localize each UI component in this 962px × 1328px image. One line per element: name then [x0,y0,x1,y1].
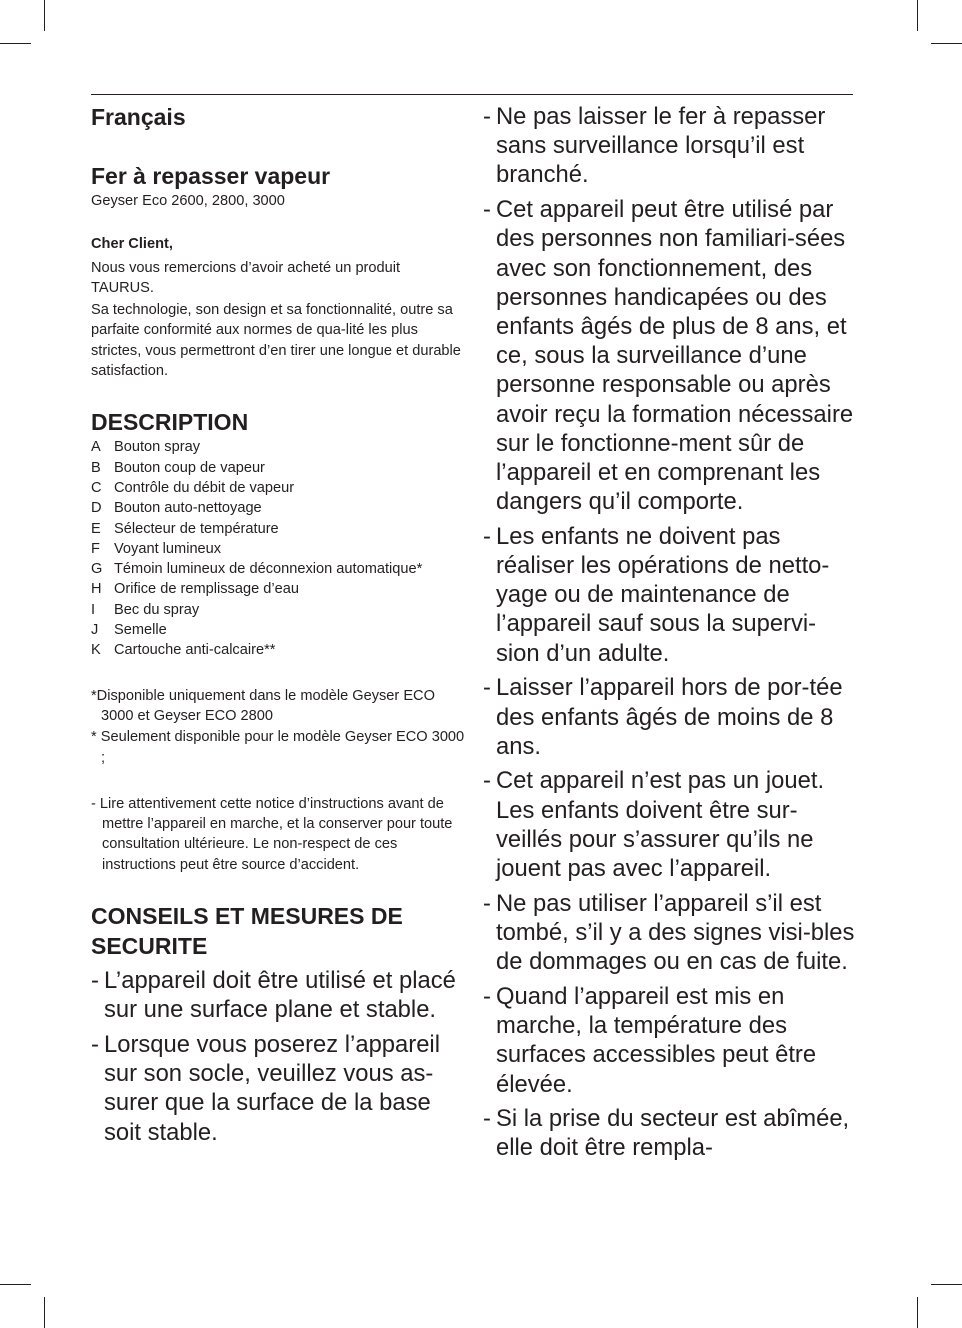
safety-list-left [91,966,466,1147]
crop-mark [0,1284,31,1285]
part-label: Bouton spray [114,439,200,456]
list-item [91,559,466,579]
safety-text: Cet appareil n’est pas un jouet. Les enfants doivent être sur-veillés pour s’assurer qu’ils ne jouent pas avec l’appareil. [496,767,825,883]
dash-marker: - [483,1105,491,1133]
intro-paragraph: Sa technologie, son design et sa fonctionnalité, outre sa parfaite conformité aux normes de qua-lité les plus strictes, vous permettront d’en tirer une longue et durable satisfaction. [91,302,461,380]
safety-text: Laisser l’appareil hors de por-tée des enfants âgés de moins de 8 ans. [496,674,843,760]
crop-mark [931,1284,962,1285]
crop-mark [917,1297,918,1328]
part-label: Contrôle du débit de vapeur [114,479,295,496]
safety-heading: CONSEILS ET MESURES DE SECURITE [91,903,403,960]
list-item [483,766,858,883]
list-item [91,600,466,620]
list-item [91,539,466,559]
dash-marker: - [483,196,491,224]
list-item [483,673,858,761]
part-letter: H [91,581,102,598]
part-label: Orifice de remplissage d’eau [114,581,299,598]
part-label: Témoin lumineux de déconnexion automatique* [114,561,423,578]
parts-list [91,437,466,660]
crop-mark [917,0,918,31]
read-instructions-note: - Lire attentivement cette notice d’instructions avant de mettre l’appareil en marche, et la conserver pour toute consultation ultérieure. Le non-respect de ces instructions peut être source d’accident. [91,795,453,873]
crop-mark [44,0,45,31]
part-letter: J [91,622,99,639]
safety-text: L’appareil doit être utilisé et placé sur une surface plane et stable. [104,967,456,1024]
dash-marker: - [483,889,491,917]
part-label: Sélecteur de température [114,520,279,537]
list-item [91,498,466,518]
list-item [483,102,858,190]
list-item [91,437,466,457]
list-item [91,519,466,539]
part-label: Semelle [114,622,167,639]
crop-mark [931,43,962,44]
dash-marker: - [483,522,491,550]
dash-marker: - [483,103,491,130]
product-title: Fer à repasser vapeur [91,163,331,189]
part-letter: A [91,439,101,456]
list-item [91,640,466,660]
part-letter: C [91,479,102,496]
part-letter: G [91,561,103,578]
list-item [91,1030,466,1147]
safety-text: Quand l’appareil est mis en marche, la température des surfaces accessibles peut être élevée. [496,982,817,1098]
part-letter: I [91,601,96,618]
list-item [483,195,858,516]
dash-marker: - [483,982,491,1010]
list-item [483,982,858,1099]
part-letter: E [91,520,101,537]
list-item [483,1104,858,1162]
dash-marker: - [483,674,491,702]
greeting: Cher Client, [91,236,173,253]
crop-mark [0,43,31,44]
right-column [483,102,858,1168]
footnotes [91,686,466,768]
dash-marker: - [91,1030,99,1058]
language-label: Français [91,104,186,130]
crop-mark [44,1297,45,1328]
list-item [91,478,466,498]
list-item [483,522,858,668]
safety-text: Ne pas laisser le fer à repasser sans surveillance lorsqu’il est branché. [496,103,826,189]
list-item [91,966,466,1024]
safety-text: Lorsque vous poserez l’appareil sur son socle, veuillez vous as-surer que la surface de la base soit stable. [104,1030,441,1146]
model-list: Geyser Eco 2600, 2800, 3000 [91,193,285,209]
part-letter: K [91,642,101,659]
part-label: Voyant lumineux [114,540,222,557]
list-item [91,579,466,599]
footnote: * Seulement disponible pour le modèle Geyser ECO 3000 ; [91,729,465,766]
part-label: Bouton coup de vapeur [114,459,265,476]
safety-text: Ne pas utiliser l’appareil s’il est tombé, s’il y a des signes visi-bles de dommages ou en cas de fuite. [496,889,855,976]
safety-text: Les enfants ne doivent pas réaliser les opérations de netto-yage ou de maintenance de l’appareil sauf sous la supervi-sion d’un adulte. [496,522,830,667]
safety-text: Cet appareil peut être utilisé par des personnes non familiari-sées avec son fonctionnement, des personnes handicapées ou des enfants âgés de plus de 8 ans, et ce, sous la surveillance d’une personne responsable ou après avoir reçu la formation nécessaire sur le fonctionne-ment sûr de l’appareil et en comprenant les dangers qu’il comporte. [496,196,854,516]
footnote: *Disponible uniquement dans le modèle Geyser ECO 3000 et Geyser ECO 2800 [91,687,435,724]
header-rule [91,94,853,95]
safety-text: Si la prise du secteur est abîmée, elle doit être rempla- [496,1105,850,1162]
left-column [91,102,466,1152]
dash-marker: - [483,767,491,795]
list-item [91,458,466,478]
dash-marker: - [91,967,99,995]
list-item [91,620,466,640]
description-heading: DESCRIPTION [91,409,249,436]
list-item [483,889,858,977]
part-letter: B [91,459,101,476]
part-letter: D [91,500,102,517]
intro-paragraph: Nous vous remercions d’avoir acheté un produit TAURUS. [91,259,401,296]
part-label: Bouton auto-nettoyage [114,500,262,517]
part-label: Bec du spray [114,601,200,618]
part-letter: F [91,540,100,557]
part-label: Cartouche anti-calcaire** [114,642,276,659]
